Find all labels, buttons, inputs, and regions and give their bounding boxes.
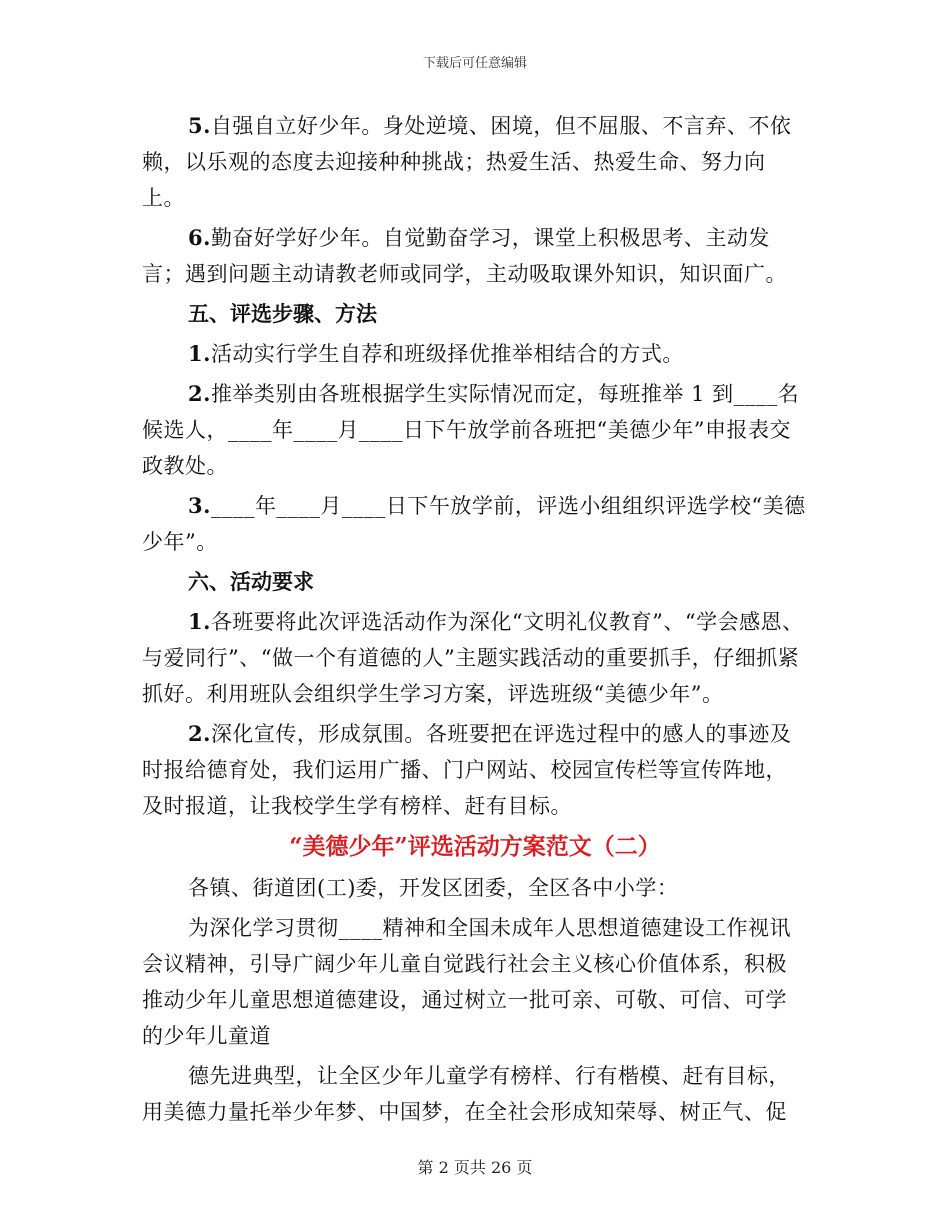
document-body <box>142 108 808 1130</box>
section-heading-5: 五、评选步骤、方法 <box>188 301 377 326</box>
paragraph-text: 推举类别由各班根据学生实际情况而定，每班推举 1 到____名候选人，____年____月____日下午放学前各班把“美德少年”申报表交政教处。 <box>142 382 800 478</box>
paragraph-step-2 <box>142 376 808 484</box>
paragraph-text: 活动实行学生自荐和班级择优推举相结合的方式。 <box>210 342 684 366</box>
body-paragraph-2: 德先进典型，让全区少年儿童学有榜样、行有楷模、赶有目标，用美德力量托举少年梦、中国梦，在全社会形成知荣辱、树正气、促 <box>142 1064 790 1124</box>
item-number: 2. <box>188 381 211 406</box>
salutation: 各镇、街道团(工)委，开发区团委，全区各中小学： <box>188 876 679 900</box>
body-paragraph-1: 为深化学习贯彻____精神和全国未成年人思想道德建设工作视讯会议精神，引导广阔少年儿童自觉践行社会主义核心价值体系，积极推动少年儿童思想道德建设，通过树立一批可亲、可敬、可信、可学的少年儿童道 <box>142 916 791 1048</box>
page-header: 下载后可任意编辑 <box>422 56 527 71</box>
paragraph-text: 勤奋好学好少年。自觉勤奋学习，课堂上积极思考、主动发言；遇到问题主动请教老师或同学，主动吸取课外知识，知识面广。 <box>142 226 787 286</box>
item-number: 6. <box>188 225 211 250</box>
paragraph-item-6 <box>142 220 808 292</box>
paragraph-step-1 <box>142 336 808 372</box>
item-number: 2. <box>188 721 211 746</box>
item-number: 3. <box>188 493 211 518</box>
section-heading-6: 六、活动要求 <box>188 569 314 594</box>
paragraph-step-3 <box>142 488 808 560</box>
item-number: 1. <box>188 609 211 634</box>
paragraph-req-2 <box>142 716 808 824</box>
document-title: “美德少年”评选活动方案范文（二） <box>289 833 661 860</box>
paragraph-text: ____年____月____日下午放学前，评选小组组织评选学校“美德少年”。 <box>142 494 806 554</box>
paragraph-item-5 <box>142 108 808 216</box>
paragraph-text: 深化宣传，形成氛围。各班要把在评选过程中的感人的事迹及时报给德育处，我们运用广播、门户网站、校园宣传栏等宣传阵地，及时报道，让我校学生学有榜样、赶有目标。 <box>142 722 792 818</box>
item-number: 1. <box>188 341 211 366</box>
paragraph-text: 各班要将此次评选活动作为深化“文明礼仪教育”、“学会感恩、与爱同行”、“做一个有道德的人”主题实践活动的重要抓手，仔细抓紧抓好。利用班队会组织学生学习方案，评选班级“美德少年”。 <box>142 610 804 706</box>
paragraph-text: 自强自立好少年。身处逆境、困境，但不屈服、不言弃、不依赖，以乐观的态度去迎接种种挑战；热爱生活、热爱生命、努力向上。 <box>142 114 792 210</box>
paragraph-req-1 <box>142 604 808 712</box>
item-number: 5. <box>188 113 211 138</box>
page-footer: 第 2 页共 26 页 <box>417 1158 533 1177</box>
